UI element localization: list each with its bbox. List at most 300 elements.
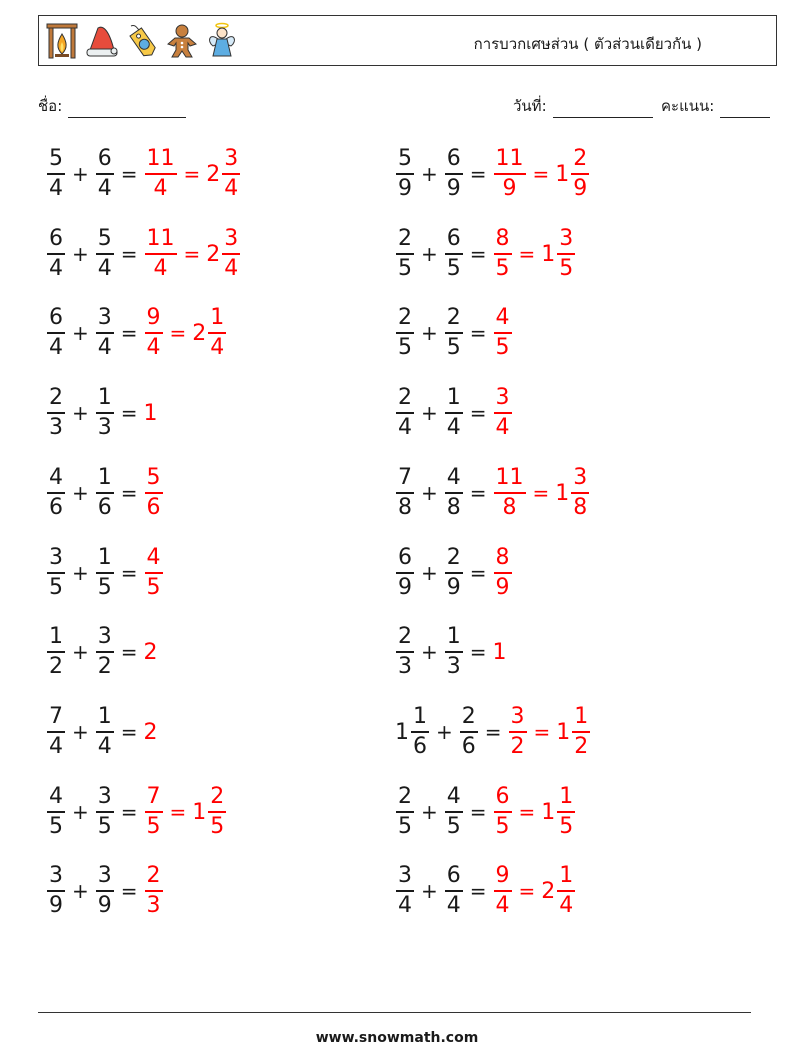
denominator: 4	[97, 176, 112, 201]
fraction	[445, 626, 463, 678]
fraction	[47, 387, 65, 439]
date-blank	[553, 102, 653, 118]
denominator: 4	[153, 256, 168, 281]
date-label: วันที่:	[513, 97, 547, 115]
equals-sign: =	[532, 162, 550, 186]
score-blank	[720, 102, 770, 118]
denominator: 5	[49, 575, 63, 600]
fraction	[571, 148, 589, 200]
answer	[144, 307, 228, 359]
fraction	[222, 228, 240, 280]
numerator: 5	[96, 228, 114, 255]
denominator: 9	[502, 176, 517, 201]
footer-divider	[38, 1012, 751, 1013]
denominator: 9	[446, 575, 461, 600]
plus-sign: +	[421, 481, 438, 505]
answer	[508, 706, 592, 758]
numerator: 4	[494, 307, 512, 334]
equals-sign: =	[120, 800, 138, 824]
denominator: 9	[398, 575, 412, 600]
numerator: 6	[96, 148, 114, 175]
plus-sign: +	[72, 720, 89, 744]
plus-sign: +	[421, 321, 438, 345]
denominator: 5	[146, 575, 161, 600]
numerator: 8	[494, 547, 512, 574]
fraction	[494, 467, 526, 519]
equals-sign: =	[120, 879, 138, 903]
numerator: 6	[47, 228, 65, 255]
denominator: 2	[510, 734, 525, 759]
numerator: 2	[445, 307, 463, 334]
denominator: 6	[97, 495, 112, 520]
denominator: 4	[398, 893, 412, 918]
answer	[144, 148, 242, 200]
numerator: 2	[571, 148, 589, 175]
fraction	[396, 786, 414, 838]
equals-sign: =	[469, 481, 487, 505]
plus-sign: +	[72, 401, 89, 425]
numerator: 3	[222, 228, 240, 255]
denominator: 5	[446, 335, 461, 360]
answer	[144, 786, 228, 838]
fraction	[47, 228, 65, 280]
equals-sign: =	[469, 321, 487, 345]
numerator: 2	[208, 786, 226, 813]
fraction	[494, 865, 512, 917]
equals-sign: =	[120, 481, 138, 505]
fraction	[396, 547, 414, 599]
header-box	[38, 15, 777, 66]
mixed-whole: 2	[192, 320, 207, 346]
equals-sign: =	[532, 481, 550, 505]
gallows-fire-icon	[45, 22, 79, 60]
numerator: 2	[396, 626, 414, 653]
numerator: 8	[494, 228, 512, 255]
mixed-whole: 1	[541, 799, 556, 825]
denominator: 9	[495, 575, 510, 600]
fraction	[494, 547, 512, 599]
fraction	[96, 148, 114, 200]
name-label: ชื่อ:	[38, 97, 63, 115]
fraction	[96, 387, 114, 439]
fraction	[96, 228, 114, 280]
equals-sign: =	[120, 640, 138, 664]
fraction	[411, 706, 429, 758]
equals-sign: =	[469, 561, 487, 585]
numerator: 2	[145, 865, 163, 892]
answer	[493, 547, 513, 599]
answer	[144, 865, 164, 917]
answer	[144, 547, 164, 599]
fraction	[445, 865, 463, 917]
numerator: 2	[460, 706, 478, 733]
problem-item	[395, 142, 590, 206]
fraction	[494, 786, 512, 838]
fraction	[460, 706, 478, 758]
equals-sign: =	[120, 162, 138, 186]
denominator: 2	[49, 654, 63, 679]
problem-item	[46, 381, 158, 445]
answer-whole: 2	[143, 639, 158, 665]
denominator: 9	[573, 176, 588, 201]
denominator: 3	[446, 654, 461, 679]
numerator: 7	[396, 467, 414, 494]
plus-sign: +	[72, 321, 89, 345]
fraction	[396, 148, 414, 200]
equals-sign: =	[169, 800, 187, 824]
plus-sign: +	[72, 561, 89, 585]
fraction	[557, 786, 575, 838]
fraction	[96, 307, 114, 359]
denominator: 5	[49, 814, 63, 839]
fraction	[396, 865, 414, 917]
equals-sign: =	[183, 242, 201, 266]
denominator: 6	[413, 734, 427, 759]
problem-item	[46, 301, 227, 365]
mixed-whole: 2	[206, 161, 221, 187]
numerator: 3	[96, 865, 114, 892]
answer	[493, 148, 591, 200]
numerator: 3	[222, 148, 240, 175]
numerator: 5	[145, 467, 163, 494]
denominator: 5	[559, 814, 574, 839]
fraction	[494, 228, 512, 280]
angel-icon	[205, 22, 239, 60]
numerator: 1	[445, 626, 463, 653]
plus-sign: +	[421, 242, 438, 266]
answer	[493, 786, 577, 838]
fraction	[571, 467, 589, 519]
denominator: 5	[495, 256, 510, 281]
plus-sign: +	[421, 401, 438, 425]
mixed-whole: 2	[206, 241, 221, 267]
fraction	[47, 467, 65, 519]
numerator: 1	[96, 547, 114, 574]
numerator: 7	[145, 786, 163, 813]
plus-sign: +	[72, 800, 89, 824]
denominator: 4	[446, 893, 461, 918]
fraction	[557, 865, 575, 917]
equals-sign: =	[120, 321, 138, 345]
answer-whole: 1	[492, 639, 507, 665]
denominator: 4	[49, 256, 63, 281]
denominator: 9	[97, 893, 112, 918]
plus-sign: +	[72, 242, 89, 266]
mixed-whole: 1	[555, 480, 570, 506]
fraction	[396, 467, 414, 519]
equals-sign: =	[518, 242, 536, 266]
score-field	[661, 94, 770, 118]
denominator: 4	[97, 335, 112, 360]
equals-sign: =	[469, 242, 487, 266]
plus-sign: +	[436, 720, 453, 744]
numerator: 1	[47, 626, 65, 653]
fraction	[396, 228, 414, 280]
plus-sign: +	[421, 879, 438, 903]
mixed-whole: 1	[556, 719, 571, 745]
fraction	[145, 148, 177, 200]
answer	[493, 640, 507, 665]
denominator: 4	[446, 415, 461, 440]
problem-item	[395, 780, 576, 844]
denominator: 5	[495, 814, 510, 839]
numerator: 6	[445, 228, 463, 255]
denominator: 4	[210, 335, 225, 360]
problem-item	[46, 780, 227, 844]
numerator: 2	[445, 547, 463, 574]
numerator: 1	[572, 706, 590, 733]
denominator: 6	[146, 495, 161, 520]
fraction	[208, 307, 226, 359]
fraction	[445, 228, 463, 280]
fraction	[96, 467, 114, 519]
numerator: 4	[47, 467, 65, 494]
fraction	[445, 148, 463, 200]
equals-sign: =	[120, 401, 138, 425]
answer	[493, 865, 577, 917]
denominator: 4	[224, 176, 239, 201]
plus-sign: +	[421, 800, 438, 824]
numerator: 5	[47, 148, 65, 175]
fraction	[47, 786, 65, 838]
denominator: 3	[97, 415, 112, 440]
equals-sign: =	[120, 720, 138, 744]
fraction	[445, 387, 463, 439]
denominator: 9	[398, 176, 412, 201]
denominator: 4	[97, 734, 112, 759]
answer	[144, 720, 158, 745]
whole-number: 1	[395, 719, 409, 745]
mixed-whole: 2	[541, 878, 556, 904]
numerator: 3	[47, 547, 65, 574]
numerator: 11	[145, 148, 177, 175]
denominator: 5	[97, 575, 112, 600]
santa-hat-icon	[85, 22, 119, 60]
numerator: 3	[571, 467, 589, 494]
fraction	[509, 706, 527, 758]
fraction	[145, 865, 163, 917]
numerator: 4	[145, 547, 163, 574]
fraction	[145, 547, 163, 599]
numerator: 1	[96, 706, 114, 733]
problem-item	[395, 700, 591, 764]
fraction	[47, 706, 65, 758]
numerator: 11	[494, 148, 526, 175]
plus-sign: +	[72, 640, 89, 664]
fraction	[96, 706, 114, 758]
denominator: 4	[559, 893, 574, 918]
score-label: คะแนน:	[661, 97, 715, 115]
numerator: 1	[445, 387, 463, 414]
numerator: 6	[47, 307, 65, 334]
fraction	[396, 307, 414, 359]
fraction	[557, 228, 575, 280]
problem-item	[395, 859, 576, 923]
denominator: 4	[97, 256, 112, 281]
denominator: 4	[146, 335, 161, 360]
denominator: 8	[398, 495, 412, 520]
fraction	[47, 307, 65, 359]
denominator: 8	[573, 495, 588, 520]
plus-sign: +	[421, 162, 438, 186]
numerator: 9	[145, 307, 163, 334]
numerator: 4	[445, 467, 463, 494]
numerator: 3	[96, 786, 114, 813]
mixed-whole: 1	[555, 161, 570, 187]
answer	[493, 467, 591, 519]
answer	[144, 228, 242, 280]
numerator: 6	[445, 148, 463, 175]
denominator: 9	[446, 176, 461, 201]
numerator: 2	[47, 387, 65, 414]
denominator: 4	[495, 893, 510, 918]
denominator: 4	[49, 734, 63, 759]
fraction	[572, 706, 590, 758]
denominator: 6	[461, 734, 476, 759]
fraction	[47, 865, 65, 917]
name-blank	[68, 102, 186, 118]
fraction	[445, 786, 463, 838]
equals-sign: =	[469, 640, 487, 664]
denominator: 4	[224, 256, 239, 281]
answer	[493, 228, 577, 280]
fraction	[96, 626, 114, 678]
fraction	[494, 387, 512, 439]
problem-item	[395, 541, 513, 605]
numerator: 1	[96, 467, 114, 494]
numerator: 1	[411, 706, 429, 733]
problem-item	[46, 541, 164, 605]
numerator: 3	[96, 626, 114, 653]
fraction	[47, 148, 65, 200]
fraction	[47, 626, 65, 678]
problem-item	[46, 461, 164, 525]
fraction	[396, 387, 414, 439]
numerator: 6	[396, 547, 414, 574]
denominator: 5	[446, 814, 461, 839]
numerator: 2	[396, 307, 414, 334]
denominator: 2	[574, 734, 589, 759]
plus-sign: +	[72, 162, 89, 186]
problem-item	[46, 222, 241, 286]
numerator: 7	[47, 706, 65, 733]
answer	[144, 640, 158, 665]
numerator: 1	[208, 307, 226, 334]
plus-sign: +	[72, 879, 89, 903]
numerator: 9	[494, 865, 512, 892]
equals-sign: =	[469, 800, 487, 824]
name-field	[38, 94, 186, 118]
fraction	[145, 228, 177, 280]
gingerbread-man-icon	[165, 22, 199, 60]
plus-sign: +	[421, 561, 438, 585]
numerator: 6	[445, 865, 463, 892]
denominator: 3	[398, 654, 412, 679]
problem-item	[46, 142, 241, 206]
mixed-whole: 1	[192, 799, 207, 825]
numerator: 2	[396, 387, 414, 414]
problem-item	[395, 381, 513, 445]
fraction	[96, 786, 114, 838]
numerator: 6	[494, 786, 512, 813]
plus-sign: +	[421, 640, 438, 664]
denominator: 6	[49, 495, 63, 520]
footer-url: www.snowmath.com	[315, 1030, 479, 1046]
fraction	[396, 626, 414, 678]
numerator: 11	[494, 467, 526, 494]
denominator: 2	[97, 654, 112, 679]
denominator: 4	[49, 335, 63, 360]
date-field	[513, 94, 653, 118]
numerator: 1	[557, 865, 575, 892]
denominator: 5	[210, 814, 225, 839]
denominator: 3	[146, 893, 161, 918]
numerator: 4	[445, 786, 463, 813]
fraction	[208, 786, 226, 838]
fraction	[445, 307, 463, 359]
equals-sign: =	[533, 720, 551, 744]
denominator: 5	[495, 335, 510, 360]
denominator: 5	[398, 256, 412, 281]
numerator: 4	[47, 786, 65, 813]
denominator: 4	[495, 415, 510, 440]
problem-item	[46, 859, 164, 923]
fraction	[96, 547, 114, 599]
denominator: 5	[146, 814, 161, 839]
problem-item	[395, 301, 513, 365]
answer	[144, 467, 164, 519]
denominator: 5	[446, 256, 461, 281]
answer-whole: 1	[143, 400, 158, 426]
problem-item	[395, 461, 590, 525]
denominator: 5	[97, 814, 112, 839]
denominator: 4	[49, 176, 63, 201]
answer	[144, 401, 158, 426]
problem-item	[395, 620, 507, 684]
numerator: 3	[509, 706, 527, 733]
fraction	[445, 547, 463, 599]
numerator: 3	[557, 228, 575, 255]
equals-sign: =	[469, 401, 487, 425]
equals-sign: =	[120, 561, 138, 585]
equals-sign: =	[518, 800, 536, 824]
page-title: การบวกเศษส่วน ( ตัวส่วนเดียวกัน )	[473, 35, 702, 53]
denominator: 5	[398, 335, 412, 360]
numerator: 3	[96, 307, 114, 334]
gift-tag-icon	[125, 22, 159, 60]
fraction	[494, 307, 512, 359]
plus-sign: +	[72, 481, 89, 505]
equals-sign: =	[120, 242, 138, 266]
denominator: 8	[446, 495, 461, 520]
equals-sign: =	[469, 879, 487, 903]
numerator: 11	[145, 228, 177, 255]
problem-item	[395, 222, 576, 286]
numerator: 2	[396, 786, 414, 813]
answer	[493, 387, 513, 439]
numerator: 5	[396, 148, 414, 175]
fraction	[445, 467, 463, 519]
fraction	[145, 307, 163, 359]
numerator: 2	[396, 228, 414, 255]
mixed-whole: 1	[541, 241, 556, 267]
fraction	[47, 547, 65, 599]
equals-sign: =	[518, 879, 536, 903]
numerator: 1	[96, 387, 114, 414]
numerator: 1	[557, 786, 575, 813]
denominator: 8	[502, 495, 517, 520]
fraction	[145, 467, 163, 519]
